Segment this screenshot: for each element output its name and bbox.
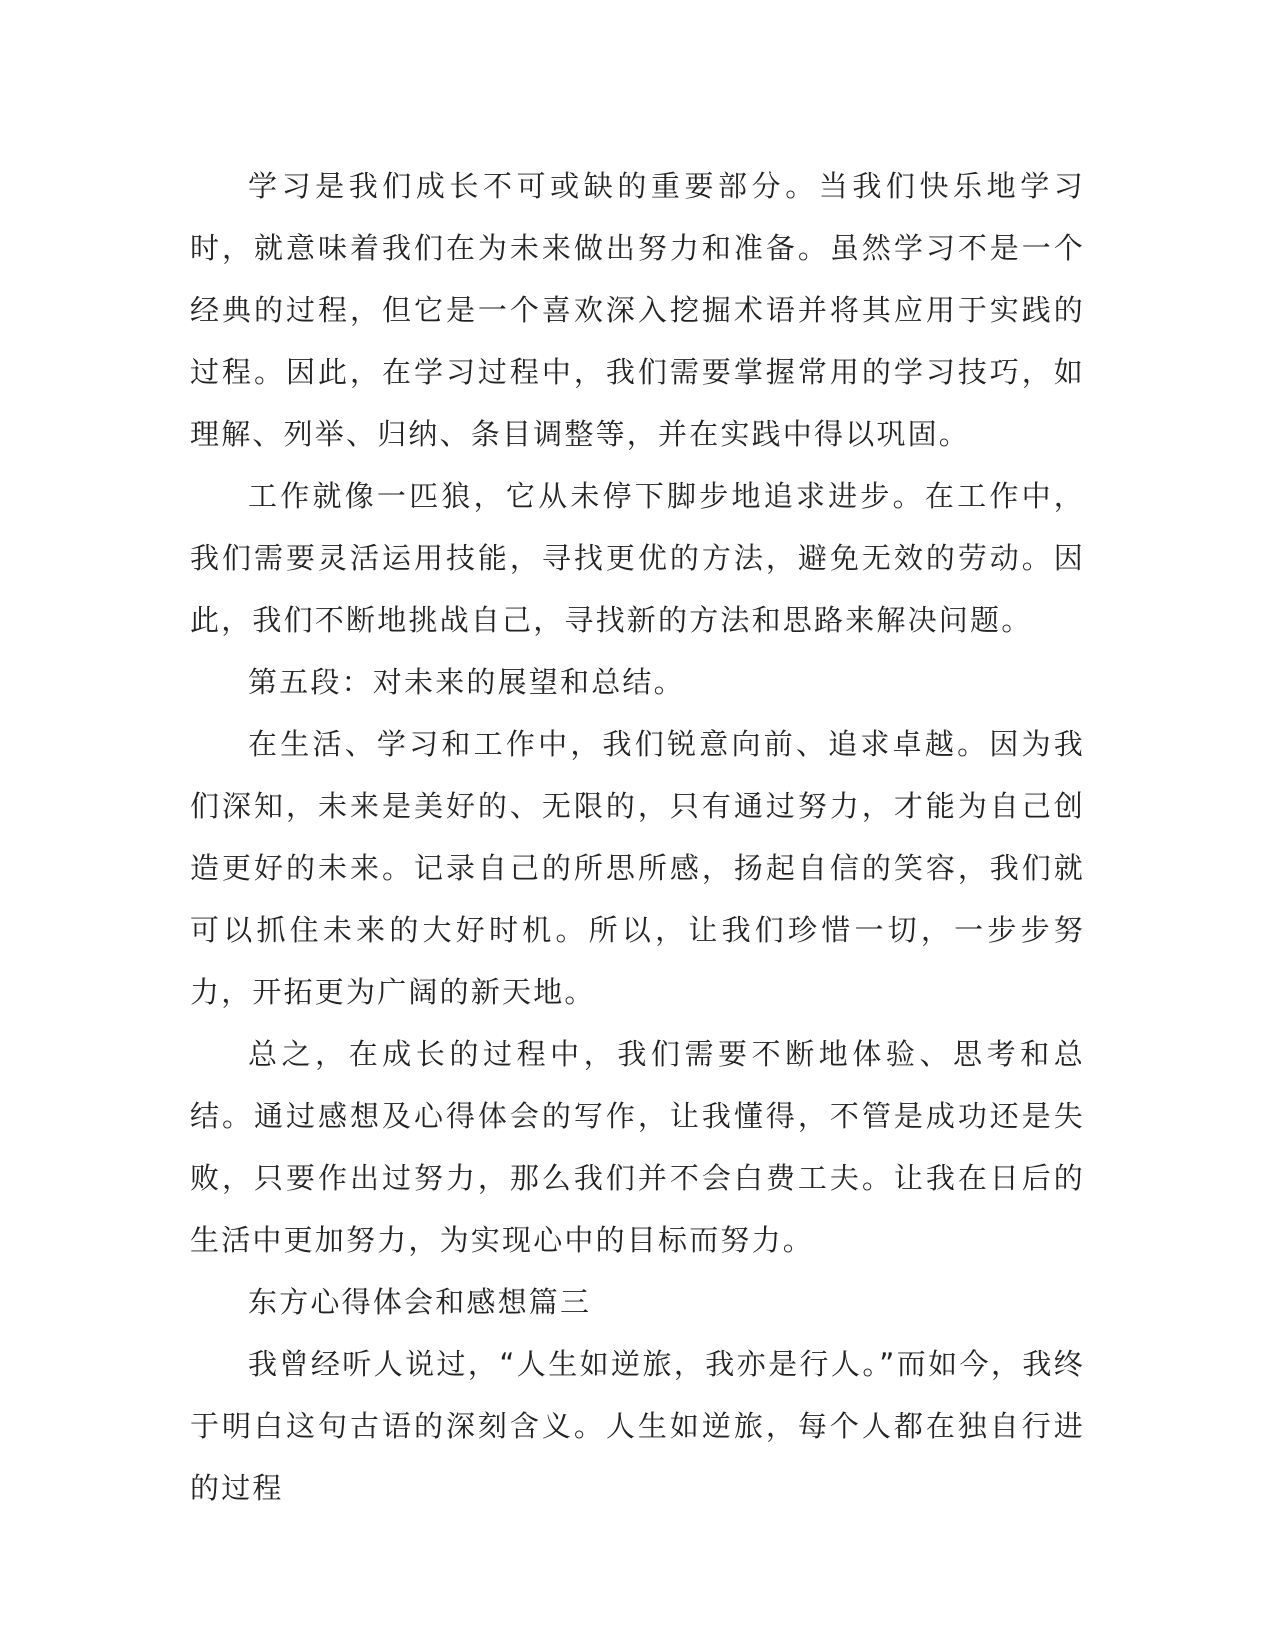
section-heading-part-five: 第五段：对未来的展望和总结。	[248, 665, 685, 699]
paragraph-future: 在生活、学习和工作中，我们锐意向前、追求卓越。因为我们深知，未来是美好的、无限的，只有通过努力，才能为自己创造更好的未来。记录自己的所思所感，扬起自信的笑容，我们就可以抓住未来的大好时机。所以，让我们珍惜一切，一步步努力，开拓更为广阔的新天地。	[190, 727, 1085, 1009]
paragraph-journey: 我曾经听人说过，“人生如逆旅，我亦是行人。”而如今，我终于明白这句古语的深刻含义。人生如逆旅，每个人都在独自行进的过程	[190, 1347, 1085, 1505]
paragraph-work: 工作就像一匹狼，它从未停下脚步地追求进步。在工作中，我们需要灵活运用技能，寻找更优的方法，避免无效的劳动。因此，我们不断地挑战自己，寻找新的方法和思路来解决问题。	[190, 479, 1085, 637]
paragraph-learning: 学习是我们成长不可或缺的重要部分。当我们快乐地学习时，就意味着我们在为未来做出努力和准备。虽然学习不是一个经典的过程，但它是一个喜欢深入挖掘术语并将其应用于实践的过程。因此，在学习过程中，我们需要掌握常用的学习技巧，如理解、列举、归纳、条目调整等，并在实践中得以巩固。	[190, 169, 1085, 451]
article-title-part-three: 东方心得体会和感想篇三	[248, 1285, 592, 1319]
paragraph-summary: 总之，在成长的过程中，我们需要不断地体验、思考和总结。通过感想及心得体会的写作，让我懂得，不管是成功还是失败，只要作出过努力，那么我们并不会白费工夫。让我在日后的生活中更加努力，为实现心中的目标而努力。	[190, 1037, 1085, 1257]
document-body	[190, 155, 1085, 1519]
